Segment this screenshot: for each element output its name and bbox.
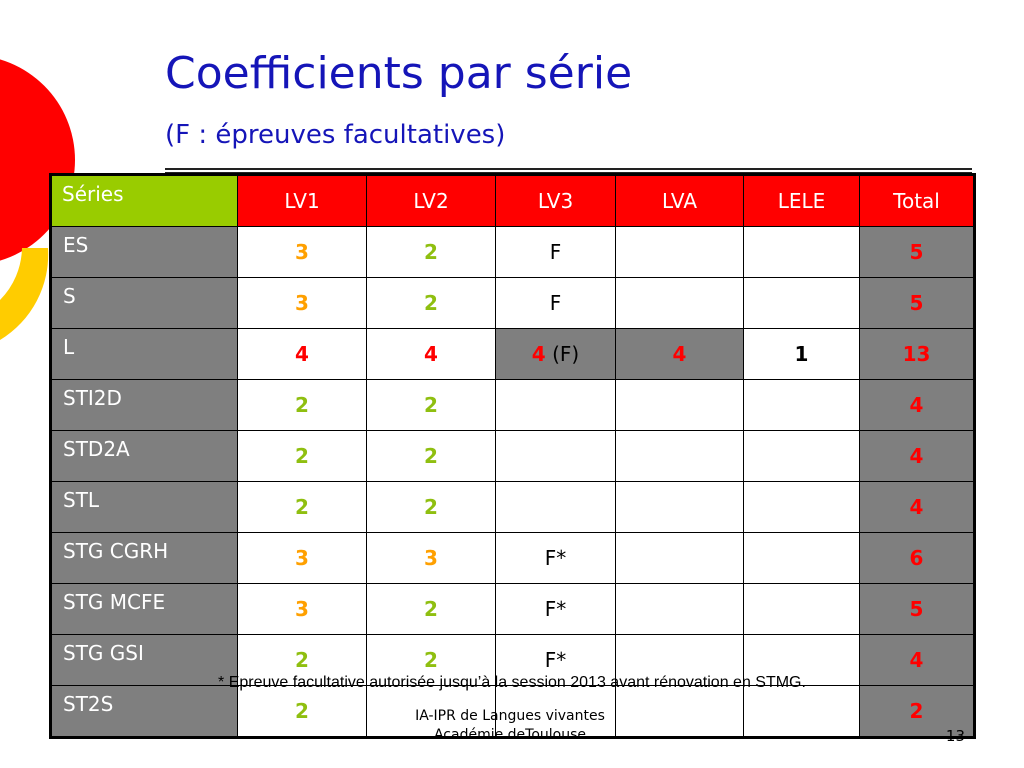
coefficient-cell-lv2 [367, 482, 496, 533]
coefficient-cell-lv2 [367, 380, 496, 431]
coefficient-value: 3 [295, 291, 309, 315]
coefficient-cell-lv2 [367, 278, 496, 329]
coefficient-cell-lv3 [496, 380, 616, 431]
total-value: 5 [909, 240, 924, 264]
series-name-cell: STG MCFE [51, 584, 238, 635]
series-name-cell: S [51, 278, 238, 329]
yellow-arc-decoration [0, 248, 48, 340]
table-row [51, 329, 975, 380]
coefficient-cell-lele [744, 584, 860, 635]
coefficient-cell-lv2 [367, 584, 496, 635]
series-name-cell: STG CGRH [51, 533, 238, 584]
coefficient-value: 3 [295, 546, 309, 570]
coefficients-table [49, 173, 976, 739]
coefficient-cell-lva [616, 278, 744, 329]
coefficient-cell-lv1 [238, 329, 367, 380]
series-name-cell: STL [51, 482, 238, 533]
coefficient-cell-lele [744, 431, 860, 482]
footer-line-1: IA-IPR de Langues vivantes [415, 708, 605, 724]
coefficient-cell-lva [616, 329, 744, 380]
coefficient-value: 2 [424, 495, 438, 519]
coefficient-value: 2 [295, 699, 309, 723]
coefficient-cell-lv1 [238, 584, 367, 635]
table-header-row [51, 175, 975, 227]
coefficient-cell-lele [744, 482, 860, 533]
column-header-lv2: LV2 [367, 175, 496, 227]
footer-text [380, 707, 640, 745]
series-name-cell: STI2D [51, 380, 238, 431]
table-row [51, 482, 975, 533]
coefficient-value: 3 [424, 546, 438, 570]
coefficient-cell-lele [744, 686, 860, 738]
footnote: * Epreuve facultative autorisée jusqu’à la session 2013 avant rénovation en STMG. [218, 674, 806, 691]
coefficient-value: 2 [424, 597, 438, 621]
column-header-total: Total [860, 175, 975, 227]
coefficient-cell-lv1 [238, 686, 367, 738]
series-name-cell: ST2S [51, 686, 238, 738]
coefficient-cell-lva [616, 482, 744, 533]
table-row [51, 533, 975, 584]
total-value: 4 [909, 495, 924, 519]
coefficient-value: F [549, 291, 562, 315]
total-value: 4 [909, 648, 924, 672]
coefficient-value: 3 [295, 597, 309, 621]
total-value: 5 [909, 597, 924, 621]
table-row [51, 431, 975, 482]
coefficient-cell-lva [616, 227, 744, 278]
coefficient-cell-lv3 [496, 584, 616, 635]
column-header-lva: LVA [616, 175, 744, 227]
coefficient-cell-lv2 [367, 329, 496, 380]
title-rule-top [165, 168, 972, 170]
coefficient-value: 2 [424, 648, 438, 672]
coefficient-cell-lele [744, 227, 860, 278]
coefficient-value: 2 [295, 393, 309, 417]
column-header-lv3: LV3 [496, 175, 616, 227]
coefficient-cell-lv2 [367, 227, 496, 278]
column-header-lele: LELE [744, 175, 860, 227]
coefficient-cell-lva [616, 380, 744, 431]
coefficient-cell-lv3 [496, 329, 616, 380]
coefficient-value: F [549, 240, 562, 264]
total-value: 6 [909, 546, 924, 570]
coefficient-value: 4 [424, 342, 438, 366]
coefficient-cell-lele [744, 380, 860, 431]
coefficient-value: 3 [295, 240, 309, 264]
coefficient-value: 2 [295, 648, 309, 672]
coefficient-cell-lv3 [496, 533, 616, 584]
coefficient-value: 4 [531, 342, 546, 366]
table-row [51, 227, 975, 278]
coefficient-cell-lv3 [496, 431, 616, 482]
coefficient-cell-lv3 [496, 278, 616, 329]
coefficient-cell-lv1 [238, 227, 367, 278]
table-row [51, 584, 975, 635]
column-header-series: Séries [51, 175, 238, 227]
coefficient-cell-lva [616, 533, 744, 584]
column-header-lv1: LV1 [238, 175, 367, 227]
coefficient-cell-lva [616, 584, 744, 635]
coefficient-cell-lv3 [496, 227, 616, 278]
coefficient-value: F* [544, 597, 567, 621]
coefficient-cell-lv1 [238, 482, 367, 533]
total-cell [860, 584, 975, 635]
total-cell [860, 380, 975, 431]
coefficient-value: 2 [424, 444, 438, 468]
coefficient-value: F* [544, 648, 567, 672]
coefficient-value: 1 [794, 342, 809, 366]
coefficient-value: 4 [295, 342, 309, 366]
total-cell [860, 533, 975, 584]
coefficient-value: F* [544, 546, 567, 570]
total-value: 4 [909, 393, 924, 417]
total-cell [860, 329, 975, 380]
coefficient-cell-lele [744, 278, 860, 329]
coefficient-value: 2 [424, 240, 438, 264]
coefficient-value: 2 [295, 495, 309, 519]
total-value: 13 [902, 342, 931, 366]
coefficient-cell-lv2 [367, 533, 496, 584]
coefficient-cell-lv1 [238, 278, 367, 329]
coefficient-cell-lv2 [367, 431, 496, 482]
optional-marker: (F) [545, 342, 580, 366]
coefficient-cell-lv1 [238, 533, 367, 584]
coefficient-cell-lva [616, 431, 744, 482]
slide-subtitle: (F : épreuves facultatives) [165, 120, 506, 150]
series-name-cell: L [51, 329, 238, 380]
total-value: 5 [909, 291, 924, 315]
slide-title: Coefficients par série [165, 48, 633, 99]
total-cell [860, 482, 975, 533]
total-cell [860, 227, 975, 278]
coefficient-cell-lv1 [238, 380, 367, 431]
page-number: 13 [945, 727, 965, 745]
series-name-cell: ES [51, 227, 238, 278]
coefficient-cell-lv1 [238, 431, 367, 482]
coefficient-value: 4 [672, 342, 687, 366]
coefficient-cell-lv3 [496, 482, 616, 533]
footer-line-2: Académie deToulouse [433, 727, 587, 743]
series-name-cell: STG GSI [51, 635, 238, 686]
total-value: 4 [909, 444, 924, 468]
total-value: 2 [909, 699, 924, 723]
table-row [51, 380, 975, 431]
coefficient-value: 2 [424, 393, 438, 417]
coefficient-value: 2 [295, 444, 309, 468]
table-row [51, 278, 975, 329]
series-name-cell: STD2A [51, 431, 238, 482]
total-cell [860, 431, 975, 482]
total-cell [860, 278, 975, 329]
coefficient-cell-lele [744, 533, 860, 584]
coefficient-value: 2 [424, 291, 438, 315]
coefficient-cell-lele [744, 329, 860, 380]
